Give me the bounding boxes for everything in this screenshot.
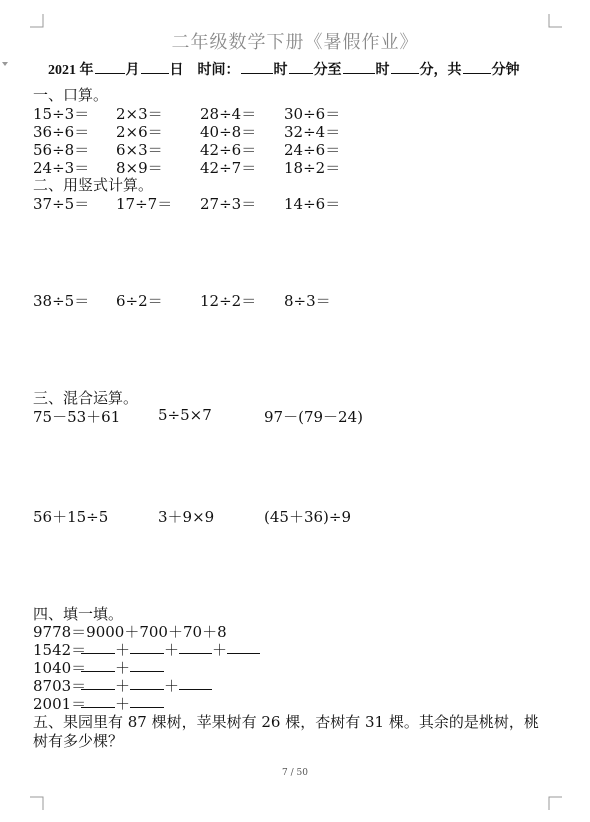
answer-blank[interactable] xyxy=(130,653,164,654)
oral-calc-item: 30÷6＝ xyxy=(284,105,341,123)
answer-blank[interactable] xyxy=(130,671,164,672)
answer-blank[interactable] xyxy=(81,707,115,708)
minutes-label: 分钟 xyxy=(491,63,520,78)
section-2-heading: 二、用竖式计算。 xyxy=(33,176,154,194)
page-number: 7 / 50 xyxy=(282,768,308,778)
answer-blank[interactable] xyxy=(179,689,212,690)
fill-item-lhs: 1542＝ xyxy=(33,641,87,659)
plus-sign: ＋ xyxy=(115,695,131,713)
plus-sign: ＋ xyxy=(115,659,131,677)
mixed-calc-item: 5÷5×7 xyxy=(158,406,212,424)
oral-calc-item: 8×9＝ xyxy=(116,159,163,177)
oral-calc-item: 6×3＝ xyxy=(116,141,163,159)
oral-calc-item: 40÷8＝ xyxy=(200,123,257,141)
section-1-heading: 一、口算。 xyxy=(33,86,109,104)
vertical-calc-item: 14÷6＝ xyxy=(284,195,341,213)
start-minute-blank xyxy=(289,72,313,74)
minute-total-label: 分，共 xyxy=(419,63,462,78)
date-time-line xyxy=(48,59,520,79)
vertical-calc-item: 8÷3＝ xyxy=(284,292,331,310)
end-hour-blank xyxy=(343,72,375,74)
start-hour-blank xyxy=(241,72,273,74)
day-label: 日 xyxy=(169,63,184,78)
month-label: 月 xyxy=(125,63,140,78)
year-label: 2021 年 xyxy=(48,63,94,78)
time-label: 时间： xyxy=(197,63,240,78)
answer-blank[interactable] xyxy=(81,671,115,672)
mixed-calc-item: 3＋9×9 xyxy=(158,508,215,526)
section-5-problem-line-1: 五、果园里有 87 棵树，苹果树有 26 棵，杏树有 31 棵。其余的是桃树，桃 xyxy=(33,713,539,731)
oral-calc-item: 28÷4＝ xyxy=(200,105,257,123)
section-3-heading: 三、混合运算。 xyxy=(33,389,139,407)
vertical-calc-item: 6÷2＝ xyxy=(116,292,163,310)
oral-calc-item: 24÷3＝ xyxy=(33,159,90,177)
answer-blank[interactable] xyxy=(81,689,115,690)
answer-blank[interactable] xyxy=(81,653,115,654)
answer-blank[interactable] xyxy=(179,653,212,654)
vertical-calc-item: 17÷7＝ xyxy=(116,195,173,213)
day-blank xyxy=(141,72,169,74)
page-title: 二年级数学下册《暑假作业》 xyxy=(171,32,419,53)
vertical-calc-item: 38÷5＝ xyxy=(33,292,90,310)
answer-blank[interactable] xyxy=(130,707,164,708)
oral-calc-item: 24÷6＝ xyxy=(284,141,341,159)
oral-calc-item: 15÷3＝ xyxy=(33,105,90,123)
corner-mark-bottom-left xyxy=(30,796,44,810)
month-blank xyxy=(95,72,125,74)
mixed-calc-item: 97－(79－24) xyxy=(264,408,363,426)
answer-blank[interactable] xyxy=(130,689,164,690)
plus-sign: ＋ xyxy=(115,641,131,659)
hour-label-1: 时 xyxy=(273,63,288,78)
end-minute-blank xyxy=(391,72,419,74)
corner-mark-bottom-right xyxy=(548,796,562,810)
fill-item-lhs: 1040＝ xyxy=(33,659,87,677)
oral-calc-item: 42÷7＝ xyxy=(200,159,257,177)
oral-calc-item: 2×6＝ xyxy=(116,123,163,141)
oral-calc-item: 2×3＝ xyxy=(116,105,163,123)
answer-blank[interactable] xyxy=(227,653,260,654)
oral-calc-item: 18÷2＝ xyxy=(284,159,341,177)
minute-to-label: 分至 xyxy=(313,63,342,78)
section-5-problem-line-2: 树有多少棵？ xyxy=(33,732,124,750)
oral-calc-item: 56÷8＝ xyxy=(33,141,90,159)
fill-item-lhs: 2001＝ xyxy=(33,695,87,713)
section-4-heading: 四、填一填。 xyxy=(33,605,124,623)
total-minutes-blank xyxy=(463,72,491,74)
vertical-calc-item: 37÷5＝ xyxy=(33,195,90,213)
corner-mark-top-right xyxy=(548,14,562,28)
fill-example: 9778＝9000＋700＋70＋8 xyxy=(33,623,227,641)
oral-calc-item: 42÷6＝ xyxy=(200,141,257,159)
oral-calc-item: 32÷4＝ xyxy=(284,123,341,141)
oral-calc-item: 36÷6＝ xyxy=(33,123,90,141)
fill-item-lhs: 8703＝ xyxy=(33,677,87,695)
plus-sign: ＋ xyxy=(115,677,131,695)
hour-label-2: 时 xyxy=(375,63,390,78)
plus-sign: ＋ xyxy=(212,641,228,659)
plus-sign: ＋ xyxy=(164,641,180,659)
vertical-calc-item: 27÷3＝ xyxy=(200,195,257,213)
mixed-calc-item: (45＋36)÷9 xyxy=(264,508,351,526)
corner-mark-top-left xyxy=(30,14,44,28)
plus-sign: ＋ xyxy=(164,677,180,695)
margin-marker-icon xyxy=(2,62,8,66)
vertical-calc-item: 12÷2＝ xyxy=(200,292,257,310)
mixed-calc-item: 75－53＋61 xyxy=(33,408,121,426)
mixed-calc-item: 56＋15÷5 xyxy=(33,508,109,526)
